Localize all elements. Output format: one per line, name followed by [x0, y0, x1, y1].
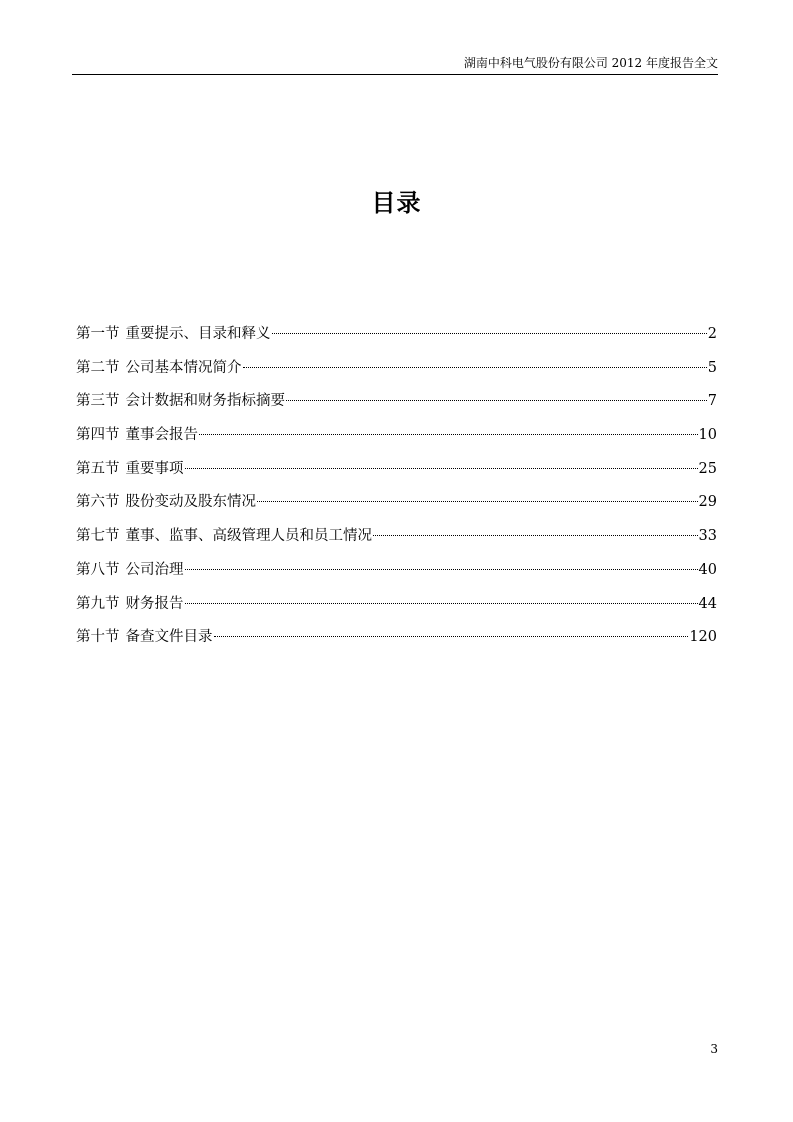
- toc-section-number: 第三节: [76, 393, 120, 410]
- toc-dot-leader: [185, 569, 698, 570]
- toc-entry-6[interactable]: [76, 492, 717, 526]
- toc-entry-3[interactable]: [76, 391, 717, 425]
- toc-section-title: 公司治理: [125, 561, 184, 578]
- header-title: 湖南中科电气股份有限公司 2012 年度报告全文: [463, 56, 718, 70]
- toc-entry-8[interactable]: [76, 560, 717, 594]
- toc-dot-leader: [214, 636, 689, 637]
- toc-title: 目录: [371, 189, 422, 217]
- toc-entry-1[interactable]: [76, 324, 717, 358]
- toc-page-number: 25: [698, 460, 717, 477]
- toc-section-title: 公司基本情况简介: [125, 359, 242, 376]
- toc-section-number: 第八节: [76, 561, 120, 578]
- page-header: [72, 56, 718, 75]
- toc-page-number: 33: [698, 528, 717, 545]
- toc-page-number: 29: [698, 494, 717, 511]
- toc-section-number: 第四节: [76, 427, 120, 444]
- toc-section-number: 第十节: [76, 629, 120, 646]
- page-number: 3: [710, 1042, 718, 1056]
- toc-section-title: 董事、监事、高级管理人员和员工情况: [125, 528, 372, 545]
- toc-dot-leader: [286, 400, 707, 401]
- toc-dot-leader: [185, 468, 698, 469]
- toc-page-number: 7: [707, 393, 717, 410]
- toc-entry-2[interactable]: [76, 358, 717, 392]
- toc-page-number: 120: [689, 629, 717, 646]
- toc-dot-leader: [272, 333, 707, 334]
- toc-dot-leader: [373, 535, 698, 536]
- toc-dot-leader: [257, 501, 698, 502]
- toc-page-number: 44: [698, 595, 717, 612]
- toc-dot-leader: [185, 603, 698, 604]
- toc-section-title: 备查文件目录: [125, 629, 213, 646]
- toc-section-number: 第五节: [76, 460, 120, 477]
- toc-list: [76, 324, 717, 661]
- toc-section-title: 重要事项: [125, 460, 184, 477]
- toc-page-number: 5: [707, 359, 717, 376]
- toc-entry-4[interactable]: [76, 425, 717, 459]
- toc-dot-leader: [199, 434, 698, 435]
- toc-section-title: 董事会报告: [125, 427, 198, 444]
- toc-section-title: 股份变动及股东情况: [125, 494, 256, 511]
- toc-section-number: 第七节: [76, 528, 120, 545]
- toc-entry-10[interactable]: [76, 627, 717, 661]
- toc-section-number: 第二节: [76, 359, 120, 376]
- toc-section-title: 会计数据和财务指标摘要: [125, 393, 285, 410]
- toc-entry-5[interactable]: [76, 459, 717, 493]
- toc-page-number: 2: [707, 326, 717, 342]
- toc-entry-7[interactable]: [76, 526, 717, 560]
- toc-section-number: 第六节: [76, 494, 120, 511]
- toc-page-number: 40: [698, 561, 717, 578]
- toc-section-title: 重要提示、目录和释义: [125, 326, 271, 342]
- toc-page-number: 10: [698, 427, 717, 444]
- toc-dot-leader: [243, 367, 707, 368]
- toc-entry-9[interactable]: [76, 594, 717, 628]
- toc-section-title: 财务报告: [125, 595, 184, 612]
- toc-section-number: 第一节: [76, 326, 120, 342]
- toc-section-number: 第九节: [76, 595, 120, 612]
